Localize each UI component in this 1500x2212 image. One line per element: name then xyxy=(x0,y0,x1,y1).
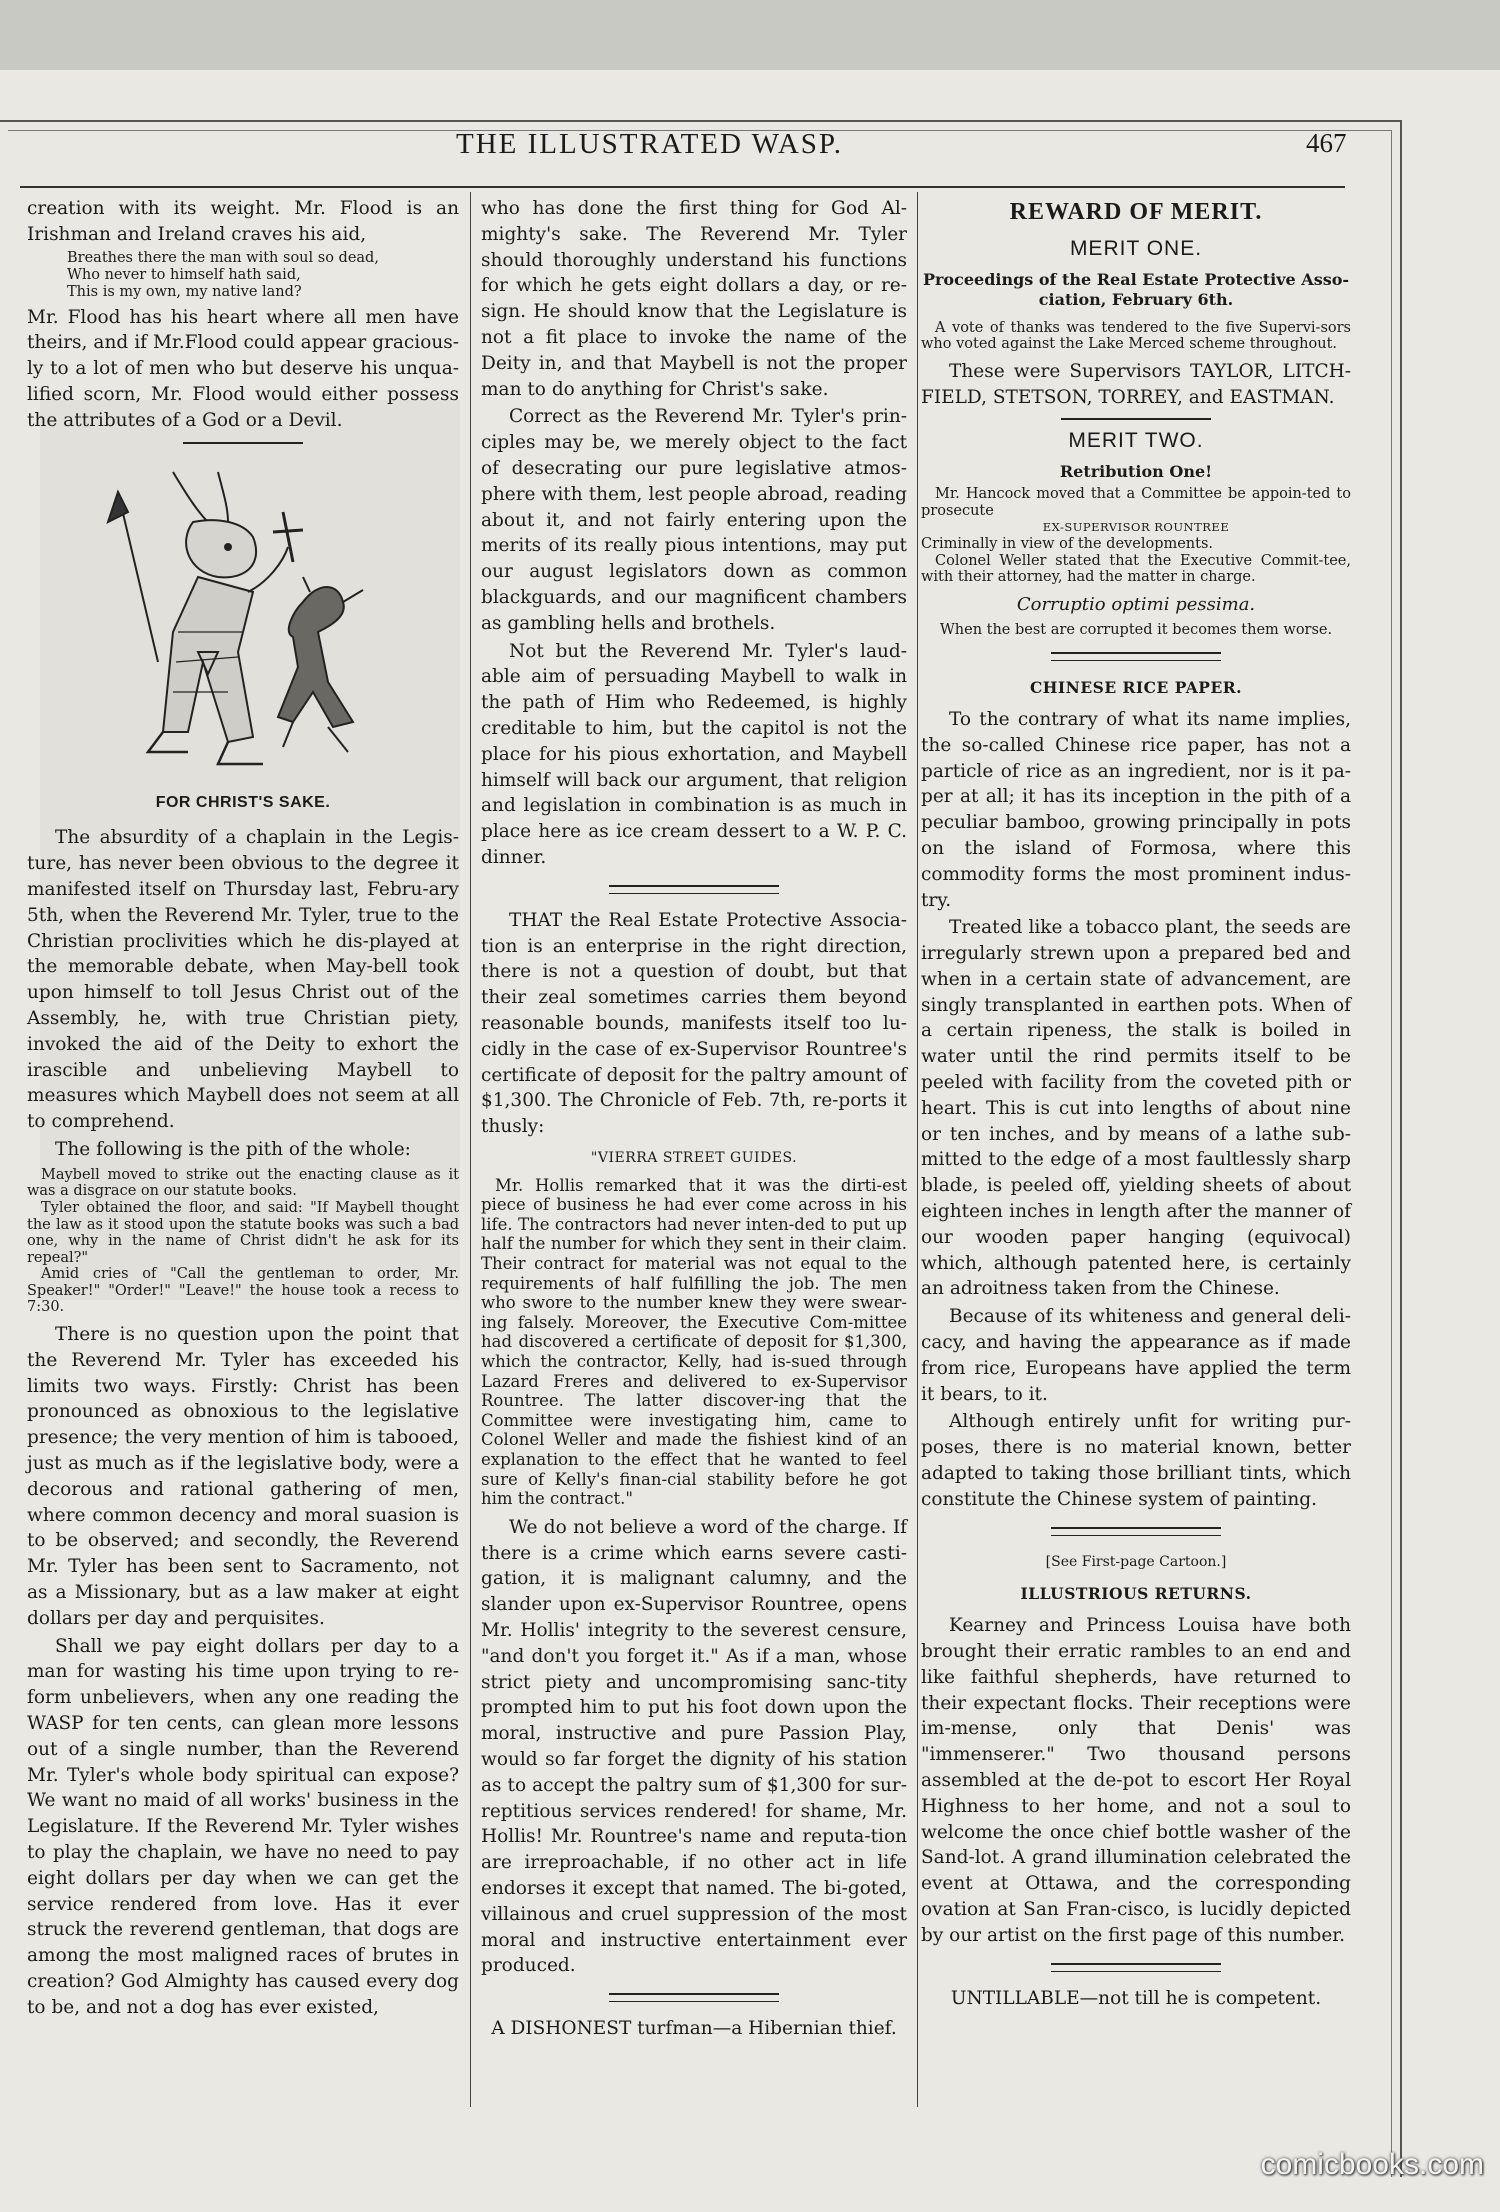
excerpt-line: Amid cries of "Call the gentleman to order, Mr. Speaker!" "Order!" "Leave!" the house took a recess to 7:30. xyxy=(27,1266,459,1316)
col2-paragraph: Not but the Reverend Mr. Tyler's laud-able aim of persuading Maybell to walk in the path of Him who Redeemed, is highly creditable to him, but the capitol is not the place for his pious exhortation, and Maybell himself will back our argument, that religion and legislation in combination is as much in place here as ice cream dessert to a W. P. C. dinner. xyxy=(481,640,907,868)
col2-footer-line: A DISHONEST turfman—a Hibernian thief. xyxy=(491,2018,897,2040)
col1-paragraph: The absurdity of a chaplain in the Legis-ture, has never been obvious to the degree it manifested itself on Thursday last, Febru-ary 5th, when the Reverend Mr. Tyler, true to the Christian proclivities which he dis-played at the memorable debate, when May-bell took upon himself to toll Jesus Christ out of the Assembly, he, with true Christian piety, invoked the aid of the Deity to exhort the irascible and unbelieving Maybell to measures which Maybell does not seem at all to comprehend. xyxy=(27,827,459,1133)
cartoon-illustration xyxy=(78,452,408,782)
section-rule xyxy=(609,885,779,894)
quoted-report xyxy=(481,1176,907,1509)
poem xyxy=(67,250,459,301)
publication-title: THE ILLUSTRATED WASP. xyxy=(456,128,844,160)
column-3 xyxy=(921,196,1351,2013)
note-line: Colonel Weller stated that the Executive Commit-tee, with their attorney, had the matter in charge. xyxy=(921,552,1351,586)
motto-translation: When the best are corrupted it becomes them worse. xyxy=(939,621,1333,638)
poem-line: This is my own, my native land? xyxy=(67,283,302,300)
quote-text: Mr. Hollis remarked that it was the dirti-est piece of business he had ever come across in his life. The contractors had never inten-ded to put up half the number for which they sent in their claim. Their contract for material was not equal to the requirements of half fulfilling the job. The men who swore to the number knew they were swear-ing falsely. Moreover, the Executive Com-mittee had discovered a certificate of deposit for $1,300, which the contractor, Kelly, had is-sued through Lazard Freres and delivered to ex-Supervisor Rountree. The latter discover-ing that the Committee were investigating him, came to Colonel Weller and made the fishiest kind of an explanation to the effect that he wanted to feel sure of Kelly's finan-cial stability before he got him the contract." xyxy=(481,1175,907,1509)
note-line: Mr. Hancock moved that a Committee be appoin-ted to prosecute xyxy=(921,486,1351,519)
col3-paragraph: Although entirely unfit for writing pur-poses, there is no material known, better adapted to taking those brilliant tints, which constitute the Chinese system of painting. xyxy=(921,1411,1351,1510)
returns-heading: ILLUSTRIOUS RETURNS. xyxy=(1020,1584,1252,1604)
col2-paragraph: Correct as the Reverend Mr. Tyler's prin-ciples may be, we merely object to the fact of desecrating our pure legislative atmos-phere with them, lest people abroad, reading about it, and not fairly entering upon the merits of its really pious intentions, may put our august legislators down as common blackguards, and our magnificent chambers as gambling hells and brothels. xyxy=(481,406,907,634)
page-number: 467 xyxy=(1306,128,1347,158)
excerpt-line: Maybell moved to strike out the enacting clause as it was a disgrace on our statute books. xyxy=(27,1166,459,1200)
cartoon-caption: FOR CHRIST'S SAKE. xyxy=(155,793,331,811)
vote-note xyxy=(921,320,1351,353)
small-print-excerpt xyxy=(27,1167,459,1316)
col1-paragraph: The following is the pith of the whole: xyxy=(55,1138,411,1160)
latin-motto: Corruptio optimi pessima. xyxy=(1016,593,1256,615)
supervisors-paragraph: These were Supervisors TAYLOR, LITCH-FIELD, STETSON, TORREY, and EASTMAN. xyxy=(921,360,1351,408)
poem-line: Who never to himself hath said, xyxy=(67,266,301,283)
merit-two-heading: MERIT TWO. xyxy=(1068,429,1204,453)
col3-footer-line: UNTILLABLE—not till he is competent. xyxy=(950,1987,1322,2009)
proceedings-subhead: Proceedings of the Real Estate Protective Asso-ciation, February 6th. xyxy=(922,269,1350,309)
poem-line: Breathes there the man with soul so dead, xyxy=(67,249,379,266)
col2-paragraph: THAT the Real Estate Protective Associa-tion is an enterprise in the right direction, there is not a question of doubt, but that their zeal sometimes carries them beyond reasonable bounds, manifests itself too lu-cidly in the case of ex-Supervisor Rountree's certificate of deposit for the paltry amount of $1,300. The Chronicle of Feb. 7th, re-ports it thusly: xyxy=(481,909,907,1138)
rice-paper-heading: CHINESE RICE PAPER. xyxy=(1029,678,1243,698)
note-line: Criminally in view of the developments. xyxy=(921,535,1214,552)
column-1 xyxy=(27,196,459,2023)
col1-after-poem: Mr. Flood has his heart where all men have theirs, and if Mr.Flood could appear gracious-ly to a lot of men who but deserve his unqua-lified scorn, Mr. Flood would either possess the attributes of a God or a Devil. xyxy=(27,306,459,431)
section-rule xyxy=(1051,1527,1221,1536)
note-line: EX-SUPERVISOR ROUNTREE xyxy=(1042,520,1230,535)
col3-paragraph: Kearney and Princess Louisa have both brought their erratic rambles to an end and like faithful shepherds, have returned to their expectant flocks. Their receptions were im-mense, only that Denis' was "immenserer." Two thousand persons assembled at the de-pot to escort Her Royal Highness to her home, and not a soul to welcome the once chief bottle washer of the Sand-lot. A grand illumination celebrated the event at Ottawa, and the corresponding ovation at San Fran-cisco, is lucidly depicted by our artist on the first page of this number. xyxy=(921,1615,1351,1946)
section-rule xyxy=(1061,418,1211,420)
column-divider-2 xyxy=(917,192,918,2107)
running-header xyxy=(0,122,1400,164)
merit-one-heading: MERIT ONE. xyxy=(1069,236,1203,260)
col1-intro: creation with its weight. Mr. Flood is an Irishman and Ireland craves his aid, xyxy=(27,198,459,245)
col2-paragraph: We do not believe a word of the charge. If there is a crime which earns severe casti-gation, it is malignant calumny, and the slander upon ex-Supervisor Rountree, opens Mr. Hollis' integrity to the severest censure, "and don't you forget it." As if a man, whose strict piety and uncompromising sanc-tity prompted him to put his foot down upon the moral, instructive and pure Passion Play, would so far forget the dignity of his station as to accept the paltry sum of $1,300 for sur-reptitious services rendered! for shame, Mr. Hollis! Mr. Rountree's name and reputa-tion are irreproachable, if no other act in life endorses it except that named. The bi-goted, villainous and cruel suppression of the most moral and instructive entertainment ever produced. xyxy=(481,1516,907,1977)
excerpt-line: Tyler obtained the floor, and said: "If Maybell thought the law as it stood upon the statute books was such a bad one, why in the name of Christ didn't he ask for its repeal?" xyxy=(27,1199,459,1266)
col1-paragraph: There is no question upon the point that the Reverend Mr. Tyler has exceeded his limits two ways. Firstly: Christ has been pronounced as obnoxious to the legislative presence; the very mention of him is tabooed, just as much as if the legislative body, were a decorous and rational gathering of men, where common decency and moral suasion is to be observed; and secondly, the Reverend Mr. Tyler has been sent to Sacramento, not as a Missionary, but as a law maker at eight dollars per day and perquisites. xyxy=(27,1324,459,1629)
section-rule xyxy=(609,1993,779,2002)
col3-paragraph: To the contrary of what its name implies, the so-called Chinese rice paper, has not a particle of rice as an ingredient, nor is it pa-per at all; it has its inception in the pith of a peculiar bamboo, growing principally in pots on the island of Formosa, where this commodity forms the most prominent indus-try. xyxy=(921,708,1351,911)
section-rule xyxy=(183,442,303,444)
column-2 xyxy=(481,196,907,2044)
cartoon-reference: [See First-page Cartoon.] xyxy=(1045,1553,1227,1570)
vote-text: A vote of thanks was tendered to the five Supervi-sors who voted against the Lake Merced scheme throughout. xyxy=(921,319,1351,353)
hancock-note xyxy=(921,486,1351,586)
retribution-subhead: Retribution One! xyxy=(1059,462,1213,482)
col2-paragraph: who has done the first thing for God Al-mighty's sake. The Reverend Mr. Tyler should thoroughly understand his functions for which he gets eight dollars a day, or re-sign. He should know that the Legislature is not a fit place to invoke the name of the Deity in, and that Maybell is not the proper man to do anything for Christ's sake. xyxy=(481,198,907,400)
col3-paragraph: Treated like a tobacco plant, the seeds are irregularly strewn upon a prepared bed and when in a certain state of advancement, are singly transplanted in earthen pots. When of a certain ripeness, the stalk is boiled in water until the rind permits itself to be peeled with facility from the coveted pith or heart. This is cut into lengths of about nine or ten inches, and by means of a lathe sub-mitted to the edge of a most faultlessly sharp blade, is peeled off, yielding sheets of about eighteen inches in length after the manner of our wooden paper hanging (equivocal) which, although patented here, is certainly an adroitness taken from the Chinese. xyxy=(921,917,1351,1300)
donkey-chaplain-drawing xyxy=(78,452,408,782)
section-rule xyxy=(1051,652,1221,661)
site-watermark: comicbooks.com xyxy=(1260,2148,1484,2181)
header-rule xyxy=(20,186,1345,188)
column-divider-1 xyxy=(470,192,471,2107)
col3-paragraph: Because of its whiteness and general deli-cacy, and having the appearance as if made from rice, Europeans have applied the term it bears, to it. xyxy=(921,1306,1351,1405)
col1-paragraph: Shall we pay eight dollars per day to a man for wasting his time upon trying to re-form unbelievers, when any one reading the WASP for ten cents, can glean more lessons out of a single number, than the Reverend Mr. Tyler's whole body spiritual can expose? We want no maid of all works' business in the Legislature. If the Reverend Mr. Tyler wishes to play the chaplain, we have no need to pay eight dollars per day when we can get the service rendered from love. Has it ever struck the reverend gentleman, that dogs are among the most maligned races of brutes in creation? God Almighty has caused every dog to be, and not a dog has ever existed, xyxy=(27,1635,459,2018)
reward-heading: REWARD OF MERIT. xyxy=(1009,199,1263,225)
quote-heading: "VIERRA STREET GUIDES. xyxy=(590,1149,798,1166)
section-rule xyxy=(1051,1963,1221,1972)
